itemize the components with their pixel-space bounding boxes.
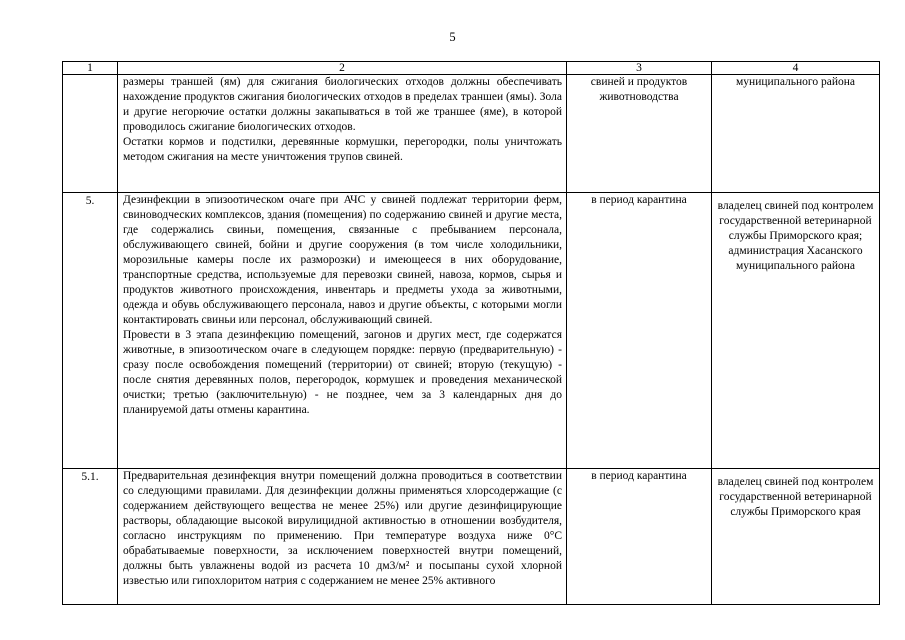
column-number-4: 4 xyxy=(712,62,880,75)
measure-paragraph: Дезинфекции в эпизоотическом очаге при АЧС у свиней подлежат территории ферм, свиноводческих комплексов, здания (помещения) по содержанию свиней и другие места, где содержались свиньи, помещения, связанные с пребыванием персонала, обслуживающего свиней, бойни и другие сооружения (в том числе холодильники, морозильные камеры после их разморозки) и имеющееся в них оборудование, транспортные средства, используемые для перевозки свиней, навоза, кормов, сырья и продуктов животного происхождения, инвентарь и предметы ухода за животными, одежда и обувь обслуживающего персонала, навоз и другие объекты, с которыми могли контактировать свиньи или персонал, обслуживающий свиней. xyxy=(123,194,562,326)
page-number: 5 xyxy=(449,30,456,44)
measure-text xyxy=(118,75,567,193)
measure-paragraph: размеры траншей (ям) для сжигания биологических отходов должны обеспечивать нахождение продуктов сжигания биологических отходов в пределах траншеи (ямы). Зола и другие негорючие остатки должны закапываться в той же траншее (яме), в которой проводилось сжигание биологических отходов. xyxy=(123,76,562,133)
column-number-3: 3 xyxy=(567,62,712,75)
measure-paragraph: Предварительная дезинфекция внутри помещений должна проводиться в соответствии со следующими правилами. Для дезинфекции должны применяться хлорсодержащие (с содержанием действующего вещества не менее 25%) или другие дезинфицирующие растворы, обладающие высокой вирулицидной активностью в отношении возбудителя, согласно инструкциям по применению. При температуре воздуха ниже 0°C обрабатываемые поверхности, за исключением поверхностей внутри помещений, должны быть увлажнены водой из расчета 10 дм3/м² и посыпаны сухой хлорной известью или гипохлоритом натрия с содержанием не менее 25% активного xyxy=(123,470,562,587)
row-number xyxy=(63,75,118,193)
table-row xyxy=(63,193,880,469)
measure-text xyxy=(118,193,567,469)
responsible-cell: муниципального района xyxy=(712,75,880,193)
term-cell: свиней и продуктов животноводства xyxy=(567,75,712,193)
row-number: 5.1. xyxy=(63,469,118,605)
measures-table xyxy=(62,61,880,605)
measure-paragraph: Провести в 3 этапа дезинфекцию помещений, загонов и других мест, где содержатся животные, в эпизоотическом очаге в следующем порядке: первую (предварительную) - сразу после освобождения помещений (территории) от свиней; вторую (текущую) - после снятия деревянных полов, перегородок, кормушек и проведения механической очистки; третью (заключительную) - не позднее, чем за 3 календарных дня до планируемой даты отмены карантина. xyxy=(123,329,562,416)
term-cell: в период карантина xyxy=(567,469,712,605)
responsible-cell: владелец свиней под контролем государственной ветеринарной службы Приморского края xyxy=(712,469,880,605)
measure-paragraph: Остатки кормов и подстилки, деревянные кормушки, перегородки, полы уничтожать методом сжигания на месте уничтожения трупов свиней. xyxy=(123,136,562,163)
term-cell: в период карантина xyxy=(567,193,712,469)
responsible-cell: владелец свиней под контролем государственной ветеринарной службы Приморского края; администрация Хасанского муниципального района xyxy=(712,193,880,469)
table-row xyxy=(63,75,880,193)
column-number-2: 2 xyxy=(118,62,567,75)
column-number-1: 1 xyxy=(63,62,118,75)
measure-text xyxy=(118,469,567,605)
column-number-row xyxy=(63,62,880,75)
row-number: 5. xyxy=(63,193,118,469)
table-row xyxy=(63,469,880,605)
